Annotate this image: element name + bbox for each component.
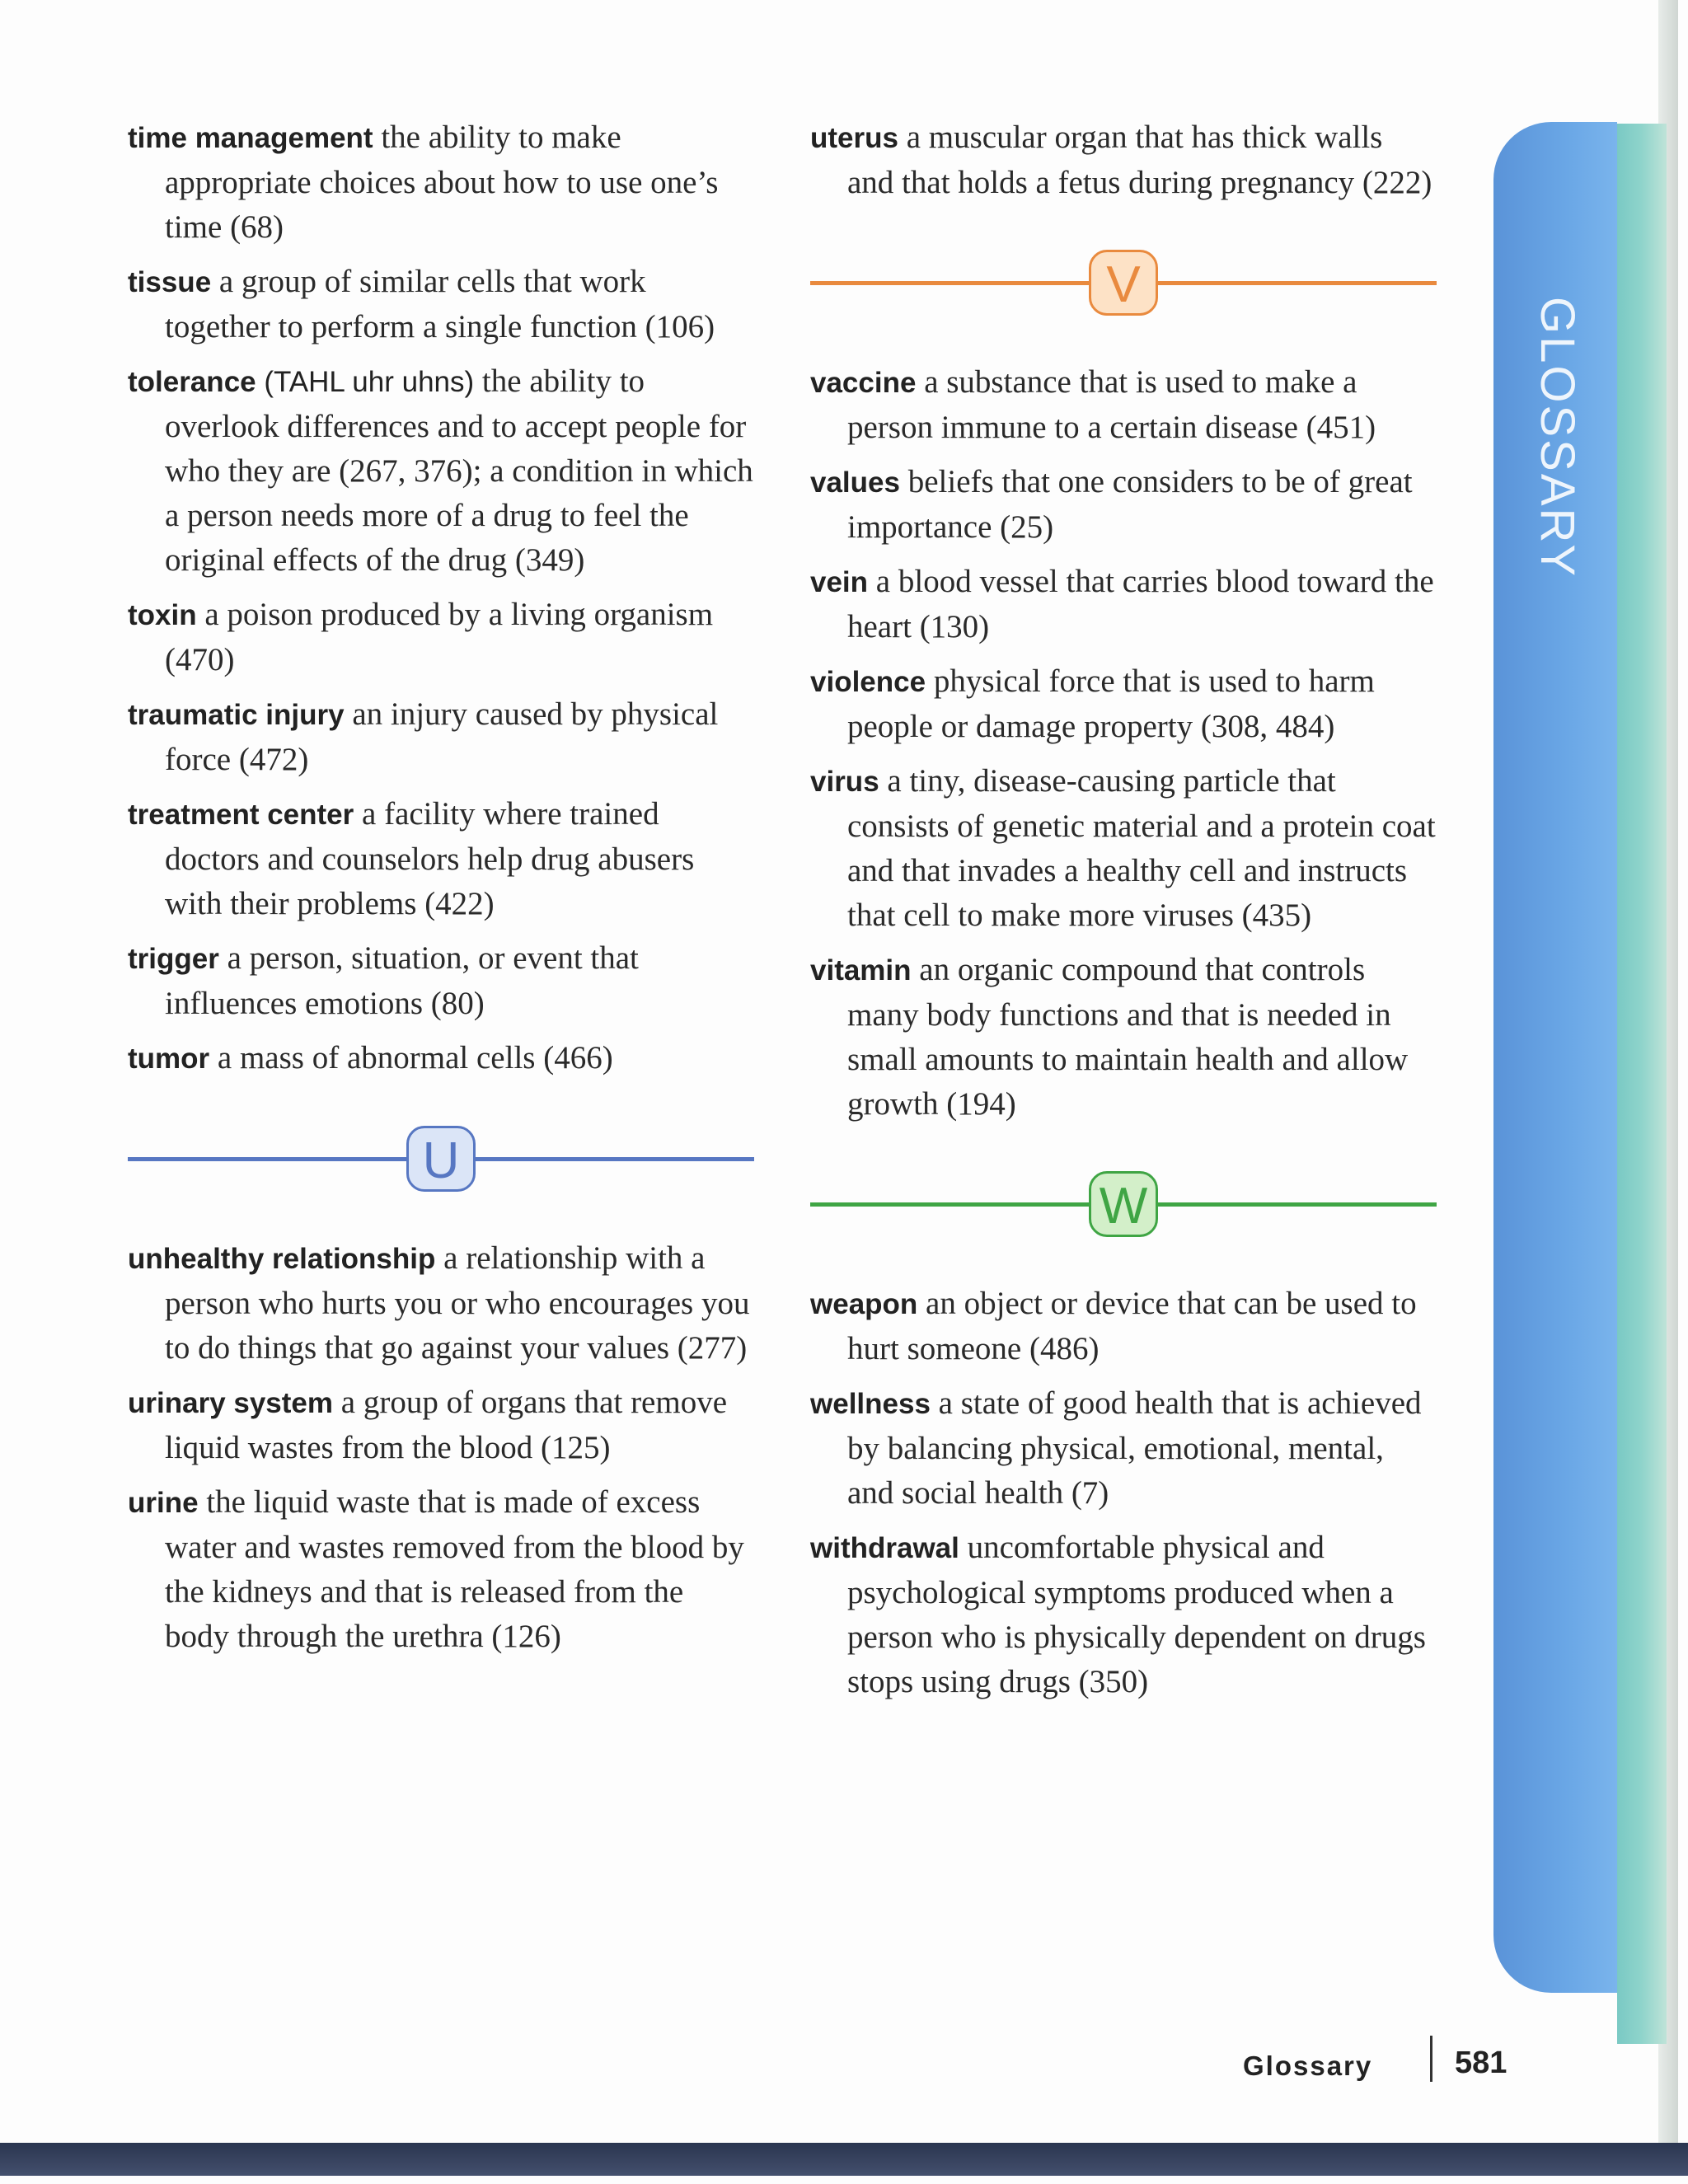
glossary-definition: an injury caused by physical force (472) xyxy=(165,696,719,777)
letter-divider-u xyxy=(128,1121,754,1200)
entries-u xyxy=(128,1236,754,1659)
glossary-term: urinary system xyxy=(128,1387,334,1419)
glossary-definition: a blood vessel that carries blood toward the heart (130) xyxy=(847,564,1434,644)
glossary-entry xyxy=(128,1380,754,1470)
glossary-entry xyxy=(128,593,754,682)
glossary-definition: beliefs that one considers to be of great importance (25) xyxy=(847,464,1413,545)
glossary-pronunciation: (TAHL uhr uhns) xyxy=(256,366,475,398)
glossary-term: vaccine xyxy=(810,367,917,399)
glossary-entry xyxy=(810,115,1437,205)
footer-section-label: Glossary xyxy=(1243,2050,1373,2081)
glossary-term: urine xyxy=(128,1487,199,1519)
glossary-term: wellness xyxy=(810,1388,931,1420)
glossary-definition: a muscular organ that has thick walls and that holds a fetus during pregnancy (222) xyxy=(847,120,1432,200)
glossary-term: uterus xyxy=(810,122,898,154)
glossary-definition: a group of organs that remove liquid wastes from the blood (125) xyxy=(165,1385,728,1465)
glossary-definition: a substance that is used to make a person immune to a certain disease (451) xyxy=(847,364,1376,445)
glossary-definition: a poison produced by a living organism (470) xyxy=(165,597,714,677)
entries-w xyxy=(810,1282,1437,1704)
entries-u-continued xyxy=(810,115,1437,205)
glossary-term: virus xyxy=(810,766,879,798)
glossary-entry xyxy=(128,1480,754,1659)
glossary-entry xyxy=(128,936,754,1026)
glossary-entry xyxy=(128,115,754,250)
glossary-definition: the ability to overlook differences and to accept people for who they are (267, 376); a condition in which a person needs more of a drug to feel the original effects of the drug (349) xyxy=(165,363,753,578)
left-column xyxy=(128,115,754,1669)
side-tab-label: GLOSSARY xyxy=(1531,297,1584,579)
glossary-definition: uncomfortable physical and psychological symptoms produced when a person who is physically dependent on drugs stops using drugs (350) xyxy=(847,1530,1426,1699)
glossary-entry xyxy=(128,692,754,782)
glossary-entry xyxy=(810,360,1437,450)
letter-divider-w xyxy=(810,1166,1437,1245)
entries-t xyxy=(128,115,754,1081)
glossary-term: unhealthy relationship xyxy=(128,1243,436,1275)
glossary-definition: the ability to make appropriate choices about how to use one’s time (68) xyxy=(165,120,719,245)
glossary-entry xyxy=(128,1236,754,1371)
page-number: 581 xyxy=(1455,2046,1507,2080)
glossary-definition: a group of similar cells that work together to perform a single function (106) xyxy=(165,264,715,344)
glossary-definition: the liquid waste that is made of excess water and wastes removed from the blood by the kidneys and that is released from the body through the urethra (126) xyxy=(165,1484,744,1654)
glossary-term: values xyxy=(810,466,900,499)
scan-bottom-edge xyxy=(0,2143,1688,2176)
glossary-term: tumor xyxy=(128,1043,210,1075)
glossary-term: vitamin xyxy=(810,954,912,987)
glossary-definition: physical force that is used to harm people or damage property (308, 484) xyxy=(847,663,1375,744)
letter-badge-w: W xyxy=(1089,1171,1158,1237)
glossary-definition: a facility where trained doctors and counselors help drug abusers with their problems (422) xyxy=(165,796,695,921)
glossary-entry xyxy=(810,560,1437,649)
glossary-term: trigger xyxy=(128,943,219,975)
right-column xyxy=(810,115,1437,1714)
glossary-definition: a tiny, disease-causing particle that consists of genetic material and a protein coat and that invades a healthy cell and instructs that cell to make more viruses (435) xyxy=(847,763,1436,933)
glossary-term: weapon xyxy=(810,1288,918,1320)
glossary-term: time management xyxy=(128,122,373,154)
glossary-term: toxin xyxy=(128,599,197,631)
glossary-definition: an object or device that can be used to hurt someone (486) xyxy=(847,1286,1417,1366)
footer-separator xyxy=(1430,2036,1432,2082)
glossary-term: violence xyxy=(810,666,926,698)
glossary-entry xyxy=(128,260,754,349)
letter-badge-u: U xyxy=(406,1126,476,1192)
glossary-definition: a state of good health that is achieved by balancing physical, emotional, mental, and social health (7) xyxy=(847,1385,1422,1511)
glossary-term: tolerance xyxy=(128,366,256,398)
page-edge-tint xyxy=(1617,124,1667,2044)
glossary-term: vein xyxy=(810,566,869,598)
glossary-entry xyxy=(128,792,754,926)
letter-divider-v xyxy=(810,245,1437,324)
glossary-entry xyxy=(810,1526,1437,1704)
glossary-definition: a relationship with a person who hurts you or who encourages you to do things that go against your values (277) xyxy=(165,1240,750,1366)
glossary-term: tissue xyxy=(128,266,212,298)
glossary-entry xyxy=(128,1036,754,1081)
glossary-term: treatment center xyxy=(128,799,354,831)
glossary-entry xyxy=(810,659,1437,749)
glossary-entry xyxy=(810,460,1437,550)
glossary-entry xyxy=(810,1381,1437,1516)
glossary-entry xyxy=(810,759,1437,938)
glossary-entry xyxy=(810,1282,1437,1371)
glossary-entry xyxy=(810,948,1437,1127)
glossary-term: traumatic injury xyxy=(128,699,345,731)
glossary-entry xyxy=(128,359,754,583)
glossary-definition: an organic compound that controls many body functions and that is needed in small amounts to maintain health and allow growth (194) xyxy=(847,952,1409,1122)
letter-badge-v: V xyxy=(1089,250,1158,316)
entries-v xyxy=(810,360,1437,1127)
glossary-term: withdrawal xyxy=(810,1532,959,1564)
glossary-definition: a mass of abnormal cells (466) xyxy=(209,1040,613,1076)
glossary-definition: a person, situation, or event that influences emotions (80) xyxy=(165,940,639,1021)
